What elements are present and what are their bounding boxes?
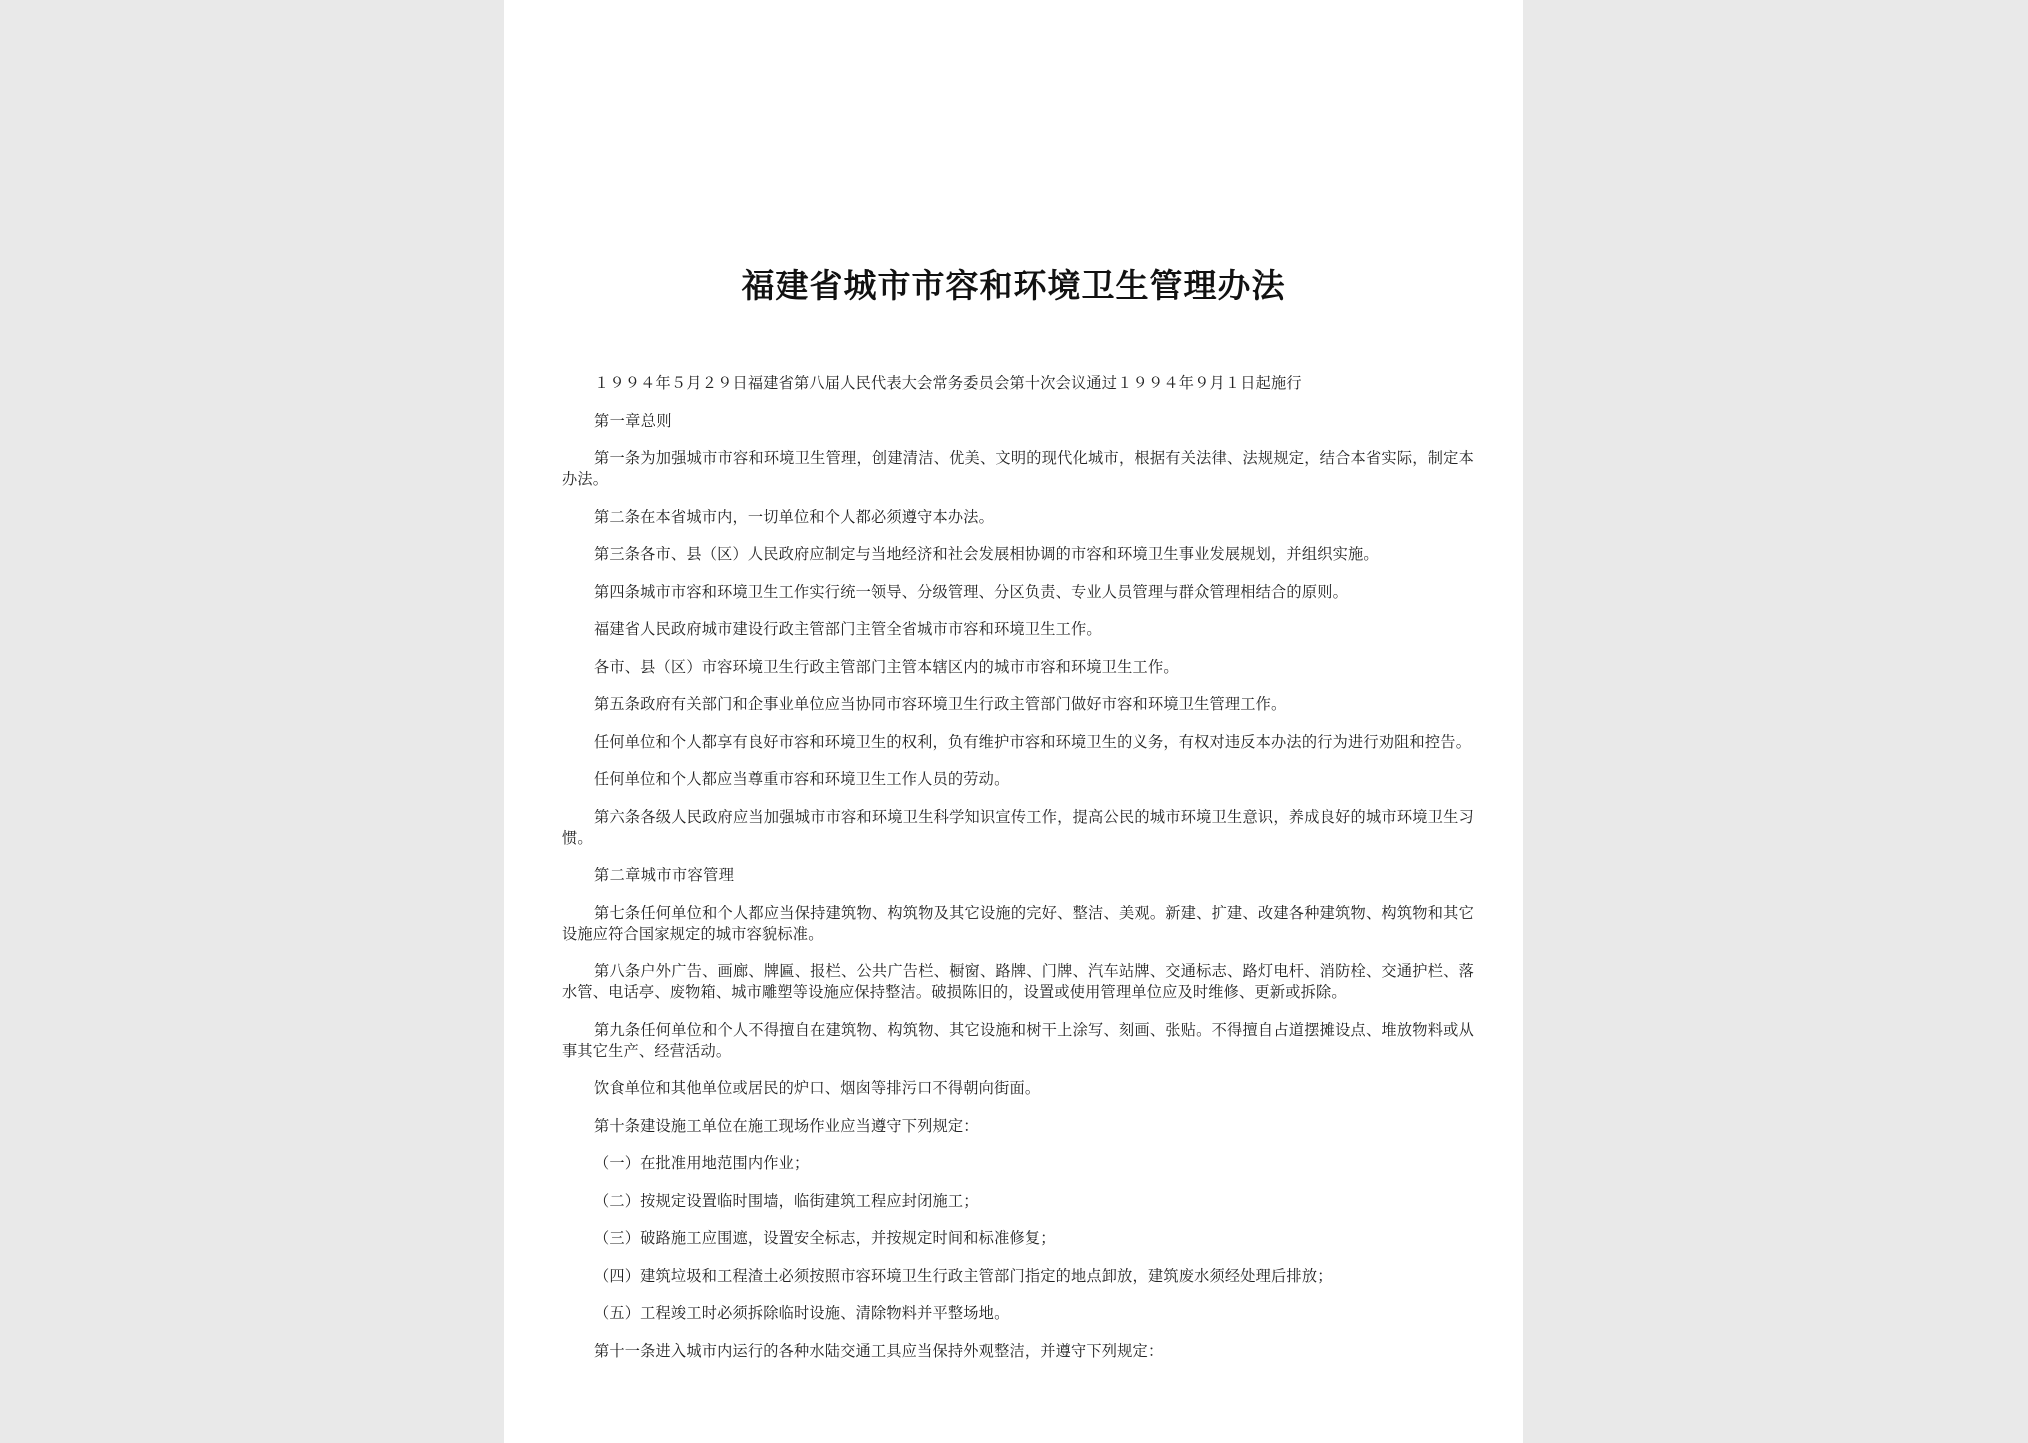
article-paragraph: 第五条政府有关部门和企事业单位应当协同市容环境卫生行政主管部门做好市容和环境卫生管理工作。 (594, 695, 1287, 713)
enactment-note: １９９４年５月２９日福建省第八届人民代表大会常务委员会第十次会议通过１９９４年９月１日起施行 (594, 374, 1302, 392)
article-paragraph: 第三条各市、县（区）人民政府应制定与当地经济和社会发展相协调的市容和环境卫生事业发展规划，并组织实施。 (594, 545, 1379, 563)
list-item: （三）破路施工应围遮，设置安全标志，并按规定时间和标准修复； (594, 1229, 1056, 1247)
article-paragraph: 第十一条进入城市内运行的各种水陆交通工具应当保持外观整洁，并遵守下列规定： (594, 1341, 1164, 1360)
article-paragraph: 任何单位和个人都享有良好市容和环境卫生的权利，负有维护市容和环境卫生的义务，有权对违反本办法的行为进行劝阻和控告。 (594, 732, 1472, 751)
list-item: （二）按规定设置临时围墙，临街建筑工程应封闭施工； (594, 1191, 979, 1210)
article-paragraph: 第一条为加强城市市容和环境卫生管理，创建清洁、优美、文明的现代化城市，根据有关法律、法规规定，结合本省实际，制定本办法。 (562, 449, 1474, 488)
list-item: （四）建筑垃圾和工程渣土必须按照市容环境卫生行政主管部门指定的地点卸放，建筑废水须经处理后排放； (594, 1266, 1333, 1285)
article-paragraph: 第六条各级人民政府应当加强城市市容和环境卫生科学知识宣传工作，提高公民的城市环境卫生意识，养成良好的城市环境卫生习惯。 (562, 807, 1474, 847)
article-paragraph: 第四条城市市容和环境卫生工作实行统一领导、分级管理、分区负责、专业人员管理与群众管理相结合的原则。 (594, 582, 1348, 601)
article-paragraph: 饮食单位和其他单位或居民的炉口、烟囱等排污口不得朝向街面。 (594, 1079, 1041, 1097)
list-item: （一）在批准用地范围内作业； (594, 1154, 810, 1172)
article-paragraph: 第八条户外广告、画廊、牌匾、报栏、公共广告栏、橱窗、路牌、门牌、汽车站牌、交通标志、路灯电杆、消防栓、交通护栏、落水管、电话亭、废物箱、城市雕塑等设施应保持整洁。破损陈旧的，设置或使用管理单位应及时维修、更新或拆除。 (562, 962, 1474, 1001)
article-paragraph: 第九条任何单位和个人不得擅自在建筑物、构筑物、其它设施和树干上涂写、刻画、张贴。不得擅自占道摆摊设点、堆放物料或从事其它生产、经营活动。 (562, 1020, 1474, 1060)
article-paragraph: 第十条建设施工单位在施工现场作业应当遵守下列规定： (594, 1116, 979, 1135)
document-body (562, 373, 1474, 1378)
article-paragraph: 第二条在本省城市内，一切单位和个人都必须遵守本办法。 (594, 507, 995, 526)
chapter-heading: 第一章总则 (594, 411, 672, 430)
article-paragraph: 第七条任何单位和个人都应当保持建筑物、构筑物及其它设施的完好、整洁、美观。新建、扩建、改建各种建筑物、构筑物和其它设施应符合国家规定的城市容貌标准。 (562, 903, 1474, 943)
document-page (504, 0, 1523, 1443)
chapter-heading: 第二章城市市容管理 (594, 866, 735, 884)
article-paragraph: 任何单位和个人都应当尊重市容和环境卫生工作人员的劳动。 (594, 770, 1010, 788)
article-paragraph: 各市、县（区）市容环境卫生行政主管部门主管本辖区内的城市市容和环境卫生工作。 (594, 657, 1179, 676)
article-paragraph: 福建省人民政府城市建设行政主管部门主管全省城市市容和环境卫生工作。 (594, 620, 1102, 638)
document-title: 福建省城市市容和环境卫生管理办法 (741, 266, 1286, 305)
list-item: （五）工程竣工时必须拆除临时设施、清除物料并平整场地。 (594, 1304, 1010, 1322)
